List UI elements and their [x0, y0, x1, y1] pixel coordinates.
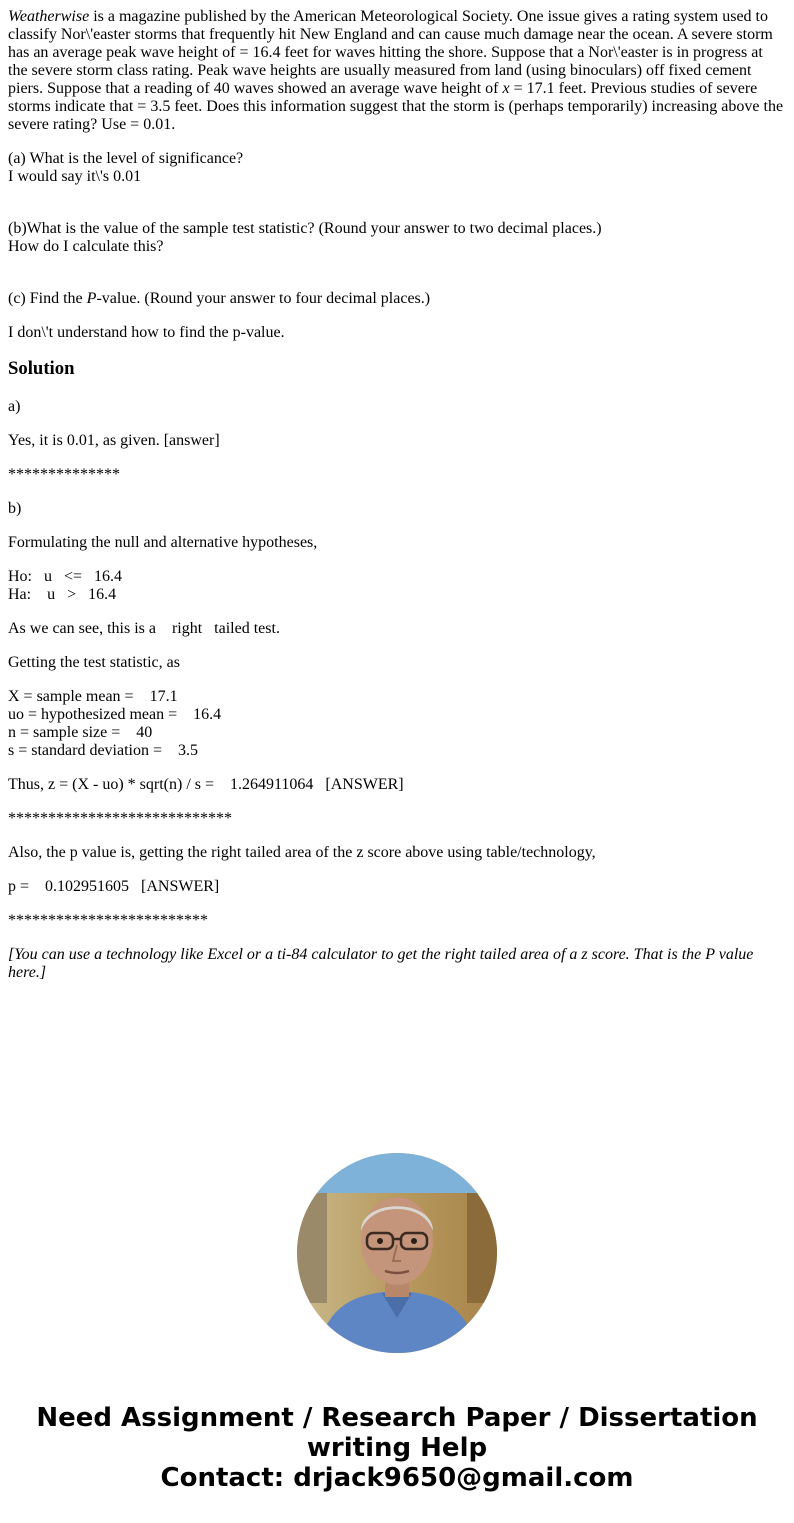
hypotheses-intro: Formulating the null and alternative hypotheses,	[8, 534, 318, 551]
promo-line-1: Need Assignment / Research Paper / Dissertation	[36, 1403, 758, 1433]
sample-mean: X = sample mean = 17.1	[8, 688, 178, 705]
part-a-prompt: (a) What is the level of significance?	[8, 150, 244, 167]
promo-line-2: writing Help	[306, 1433, 488, 1463]
p-value-intro: Also, the p value is, getting the right tailed area of the z score above using table/technology,	[8, 844, 596, 861]
solution-b-label: b)	[8, 500, 22, 517]
promo-footer	[0, 1403, 794, 1493]
p-value: p = 0.102951605 [ANSWER]	[8, 878, 220, 895]
technology-note: [You can use a technology like Excel or a ti-84 calculator to get the right tailed area of a z score. That is the P value here.]	[8, 946, 754, 981]
part-b-student-note: How do I calculate this?	[8, 238, 164, 255]
author-avatar	[297, 1153, 497, 1353]
solution-a-answer: Yes, it is 0.01, as given. [answer]	[8, 432, 220, 449]
magazine-name: Weatherwise	[8, 8, 90, 25]
part-c-student-note: I don\'t understand how to find the p-value.	[8, 324, 285, 341]
z-statistic: Thus, z = (X - uo) * sqrt(n) / s = 1.264911064 [ANSWER]	[8, 776, 404, 793]
tail-statement: As we can see, this is a right tailed test.	[8, 620, 280, 637]
hypotheses	[8, 568, 786, 604]
separator: **************	[8, 466, 120, 483]
solution-a-label: a)	[8, 398, 21, 415]
hypothesized-mean: uo = hypothesized mean = 16.4	[8, 706, 222, 723]
null-hypothesis: Ho: u <= 16.4	[8, 568, 123, 585]
question-part-b	[8, 220, 786, 274]
standard-deviation: s = standard deviation = 3.5	[8, 742, 199, 759]
question-part-c	[8, 290, 786, 308]
question-intro: Weatherwise is a magazine published by the American Meteorological Society. One issue gives a rating system used to classify Nor\'easter storms that frequently hit New England and can cause much damage near the ocean. A severe storm has an average peak wave height of = 16.4 feet for waves hitting the shore. Suppose that a Nor\'easter is in progress at the severe storm class rating. Peak wave heights are usually measured from land (using binoculars) off fixed cement piers. Suppose that a reading of 40 waves showed an average wave height of x = 17.1 feet. Previous studies of severe storms indicate that = 3.5 feet. Does this information suggest that the storm is (perhaps temporarily) increasing above the severe rating? Use = 0.01.	[8, 8, 784, 133]
given-values	[8, 688, 786, 760]
alternative-hypothesis: Ha: u > 16.4	[8, 586, 117, 603]
separator: ****************************	[8, 810, 232, 827]
part-b-prompt: (b)What is the value of the sample test statistic? (Round your answer to two decimal places.)	[8, 220, 602, 237]
question-part-a	[8, 150, 786, 204]
test-statistic-intro: Getting the test statistic, as	[8, 654, 180, 671]
sample-size: n = sample size = 40	[8, 724, 153, 741]
solution-heading: Solution	[8, 358, 75, 379]
author-portrait-icon	[297, 1153, 497, 1353]
contact-line: Contact: drjack9650@gmail.com	[160, 1463, 634, 1493]
part-c-prompt: (c) Find the P-value. (Round your answer to four decimal places.)	[8, 290, 431, 307]
solution-body	[8, 398, 786, 982]
document-body	[8, 8, 786, 998]
separator: *************************	[8, 912, 208, 929]
part-a-student-note: I would say it\'s 0.01	[8, 168, 142, 185]
